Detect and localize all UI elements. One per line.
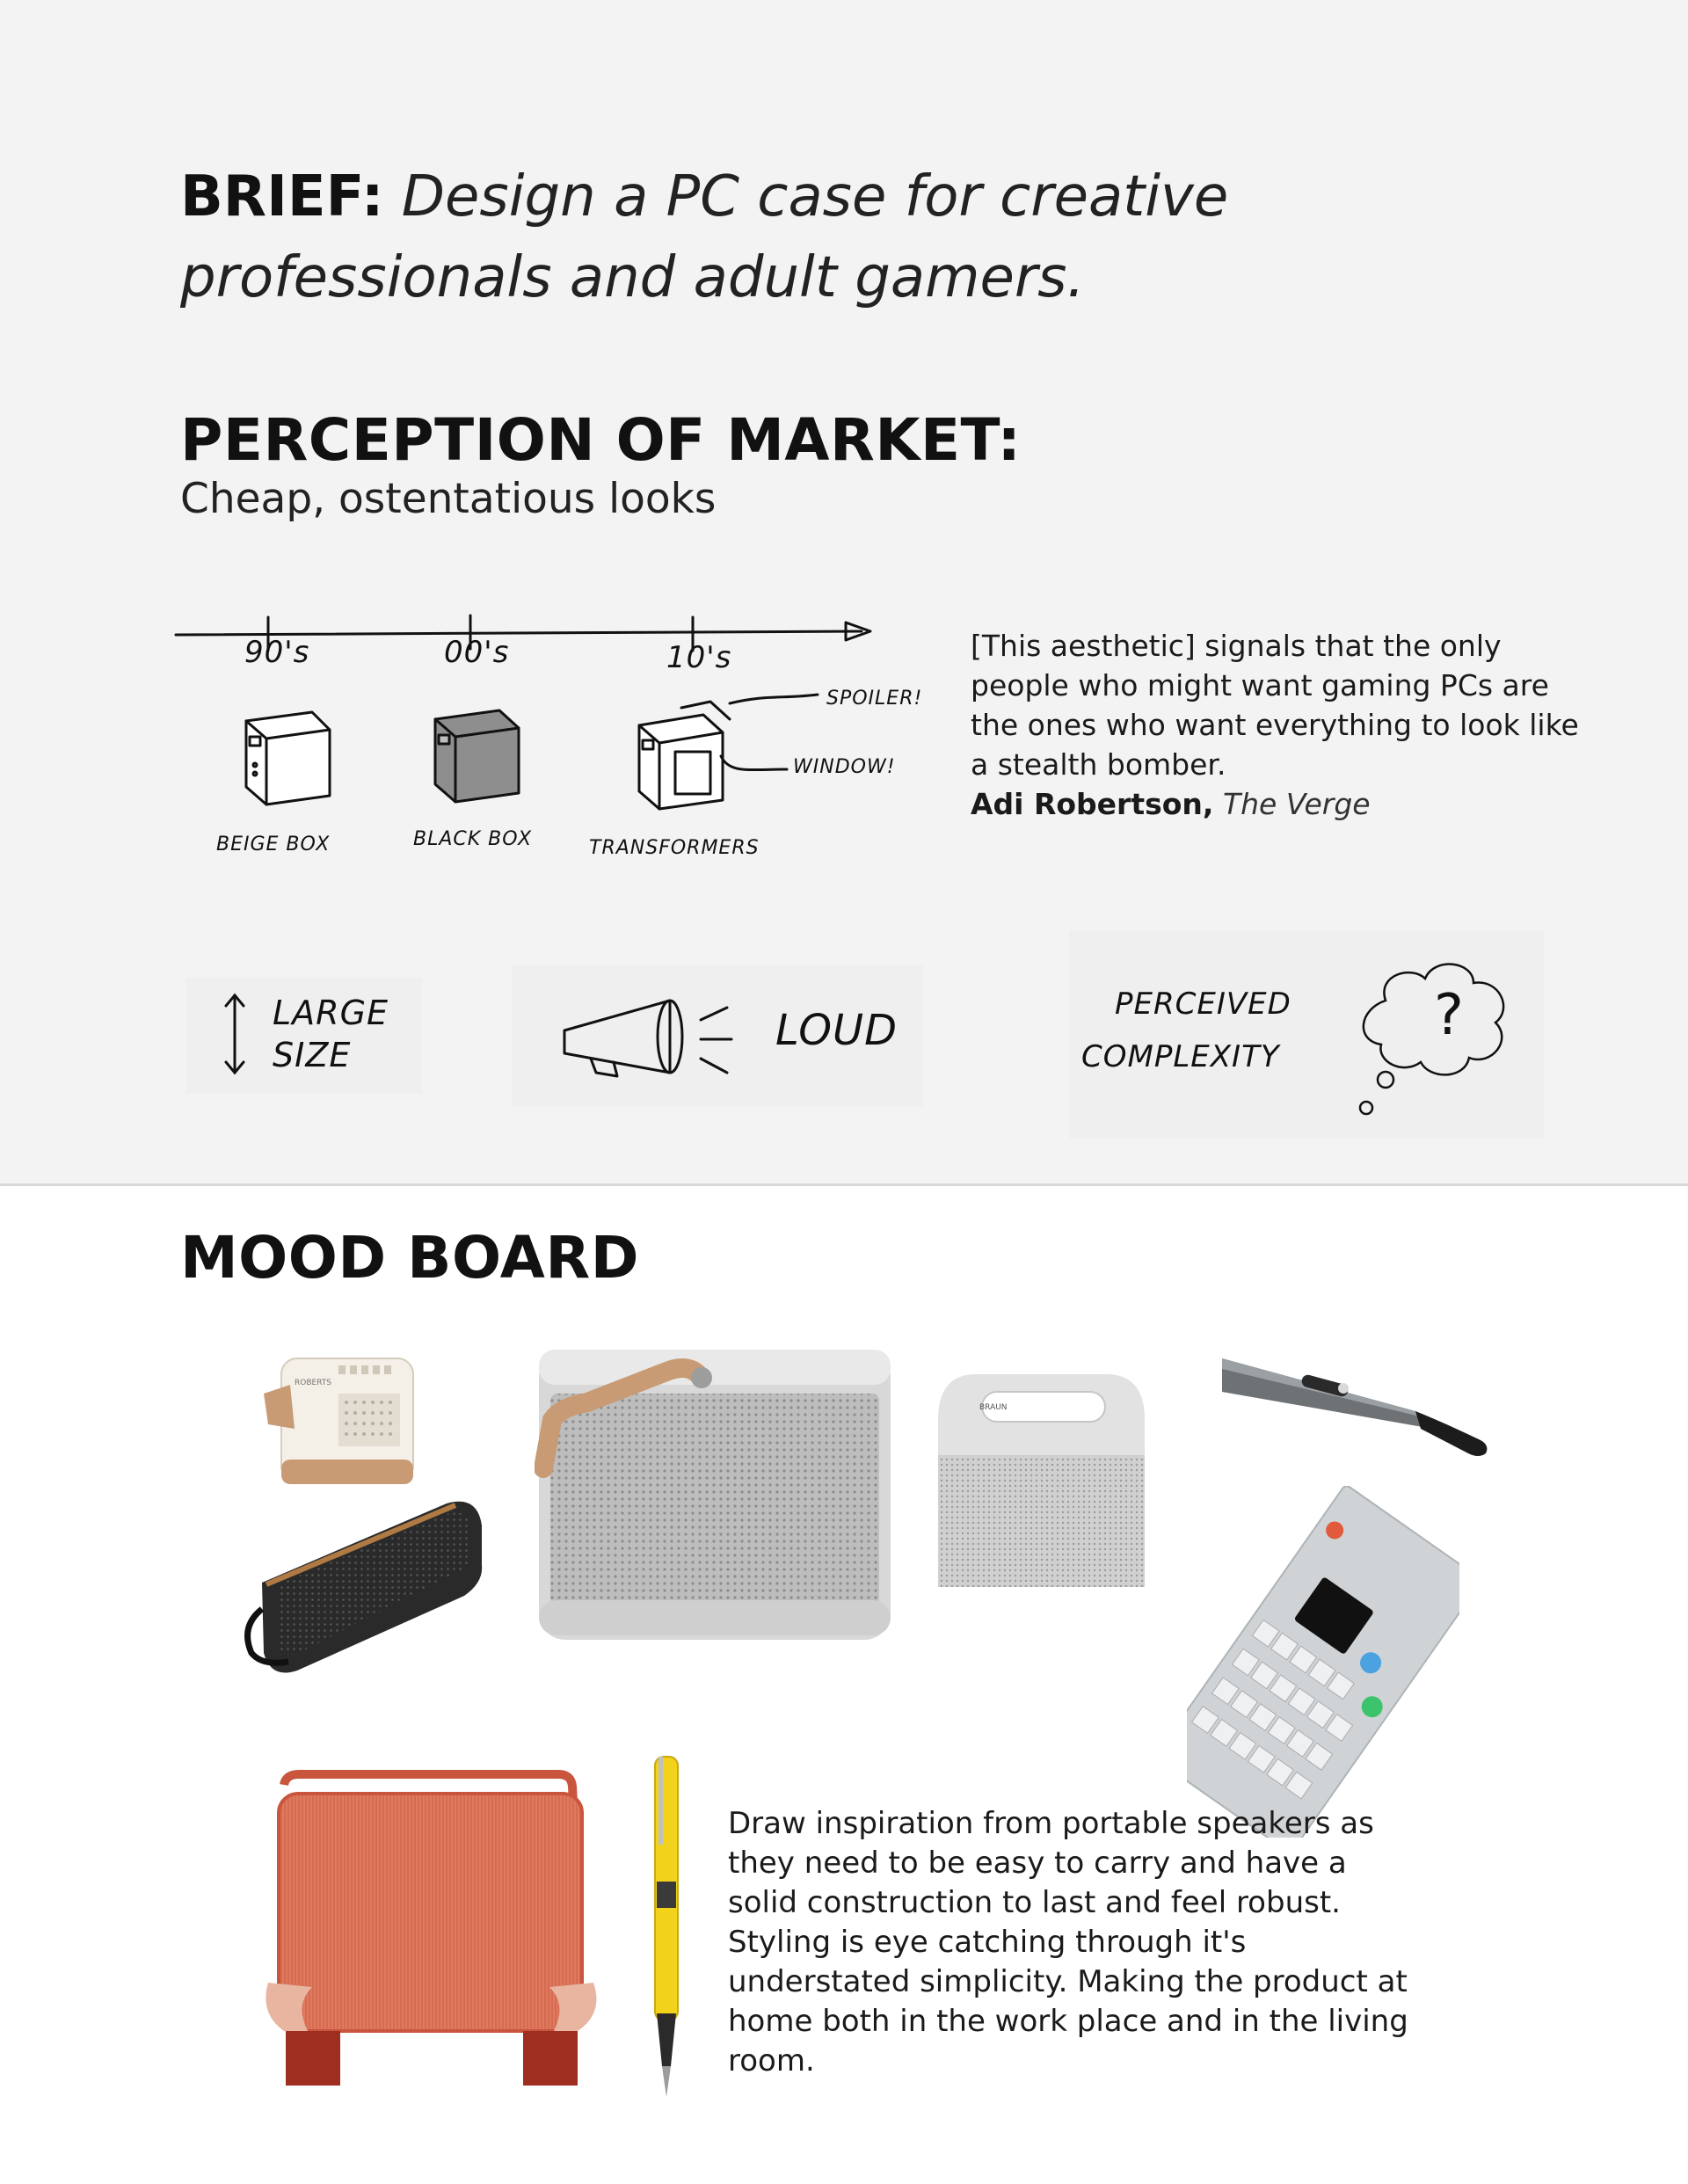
- quote-source: The Verge: [1222, 787, 1371, 821]
- transformers-box-sketch: [639, 695, 818, 809]
- radio-image: [255, 1341, 422, 1499]
- black-box-label: BLACK BOX: [413, 828, 533, 850]
- window-annotation: WINDOW!: [793, 756, 896, 778]
- loud-card: [512, 965, 923, 1106]
- black-box-sketch: [435, 710, 519, 802]
- size-text: SIZE: [273, 1036, 352, 1074]
- up-down-arrow-icon: [222, 990, 248, 1078]
- radio-brand-text: ROBERTS: [295, 1379, 332, 1387]
- megaphone-icon: [556, 985, 767, 1090]
- decade-10s-label: 10's: [666, 640, 732, 675]
- beige-box-sketch: [246, 712, 330, 804]
- loud-text: LOUD: [775, 1006, 899, 1055]
- decade-00s-label: 00's: [444, 635, 510, 670]
- large-text: LARGE: [273, 994, 389, 1032]
- brief-label: BRIEF:: [180, 164, 384, 229]
- portable-speaker-image: [535, 1341, 895, 1644]
- perceived-text: PERCEIVED: [1115, 986, 1291, 1022]
- synthesizer-image: [1187, 1486, 1459, 1838]
- perception-heading: PERCEPTION OF MARKET:: [180, 406, 1022, 474]
- brief-text: Design a PC case for creative professionals and adult gamers.: [180, 164, 1229, 310]
- quote-author: Adi Robertson,: [971, 787, 1214, 821]
- spoiler-annotation: SPOILER!: [826, 688, 923, 710]
- mood-board-heading: MOOD BOARD: [180, 1224, 639, 1292]
- perception-subheading: Cheap, ostentatious looks: [180, 475, 717, 523]
- beige-box-label: BEIGE BOX: [216, 834, 331, 855]
- brief: [180, 157, 1587, 318]
- fabric-speaker-image: [259, 1767, 602, 2088]
- fountain-pen-image: [644, 1750, 688, 2101]
- large-size-card: [186, 978, 422, 1094]
- complexity-text: COMPLEXITY: [1081, 1039, 1280, 1074]
- braun-speaker-image: [934, 1367, 1149, 1587]
- mood-board-description: Draw inspiration from portable speakers as they need to be easy to carry and have a solid construction to last and feel robust. Styling is eye catching through it's understated simplicity. Making the product at home both in the work place and in the living room.: [728, 1806, 1408, 2078]
- black-speaker-image: [236, 1486, 491, 1688]
- stylus-image: [1222, 1341, 1508, 1473]
- transformers-label: TRANSFORMERS: [589, 837, 760, 859]
- quote-text: [This aesthetic] signals that the only people who might want gaming PCs are the ones who want everything to look like a stealth bomber.: [971, 629, 1579, 782]
- quote-block: [971, 626, 1586, 824]
- complexity-card: [1069, 930, 1544, 1138]
- decade-90s-label: 90's: [244, 635, 310, 670]
- question-mark: ?: [1434, 983, 1465, 1048]
- braun-brand-text: BRAUN: [979, 1403, 1008, 1412]
